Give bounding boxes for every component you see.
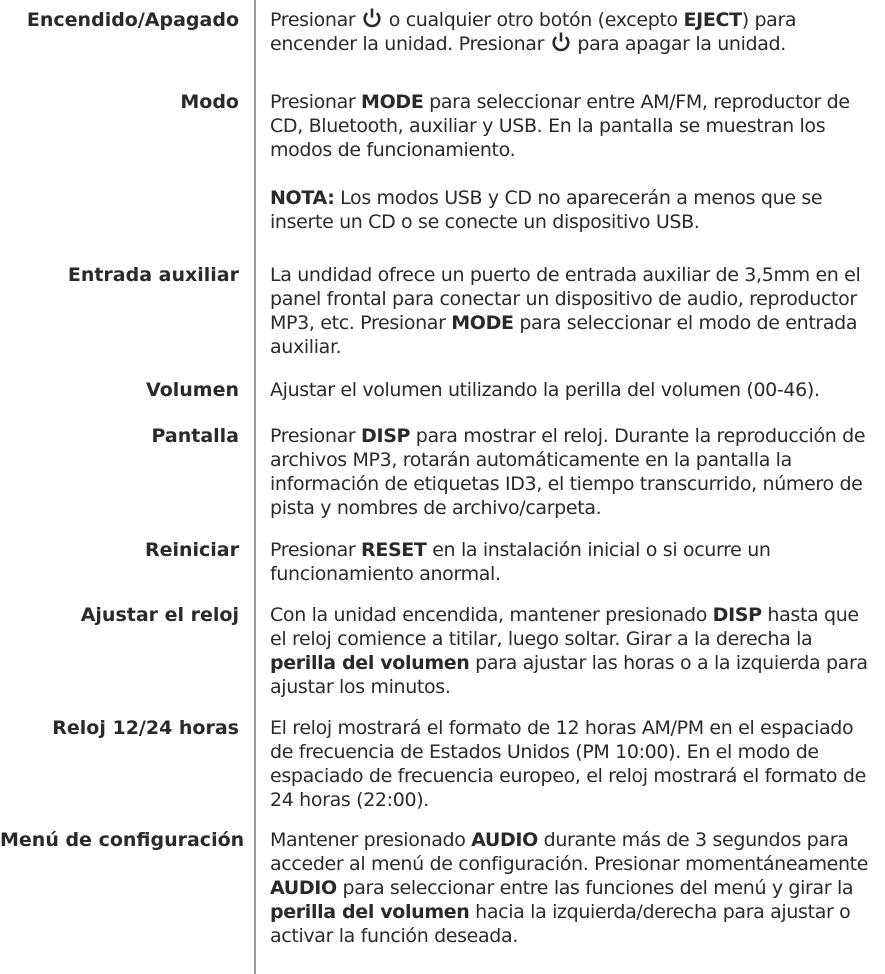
row-label: Encendido/Apagado — [26, 9, 239, 31]
row-description: El reloj mostrará el formato de 12 horas AM/PM en el espaciado de frecuencia de Estados Unidos (PM 10:00). En el modo de espaciado de frecuencia europeo, el reloj mostrará el formato de 24 horas (22:00). — [270, 717, 866, 811]
row-label: Volumen — [146, 379, 239, 401]
row-description: Con la unidad encendida, mantener presionado DISP hasta que el reloj comience a titilar, luego soltar. Girar a la derecha la perilla del volumen para ajustar las horas o a la izquierda para ajustar los minutos. — [270, 604, 868, 698]
column-divider — [254, 0, 256, 974]
row-description: Ajustar el volumen utilizando la perilla del volumen (00-46). — [270, 379, 820, 401]
power-icon — [550, 32, 572, 52]
row-description: Presionar o cualquier otro botón (excepto EJECT) para encender la unidad. Presionar para apagar la unidad. — [270, 9, 797, 55]
power-icon — [361, 8, 383, 28]
row-description: La undidad ofrece un puerto de entrada auxiliar de 3,5mm en el panel frontal para conectar un dispositivo de audio, reproductor MP3, etc. Presionar MODE para seleccionar el modo de entrada auxiliar. — [270, 264, 861, 358]
note-paragraph: NOTA: Los modos USB y CD no aparecerán a menos que se inserte un CD o se conecte un dispositivo USB. — [270, 187, 823, 233]
row-description: Presionar RESET en la instalación inicial o si ocurre un funcionamiento anormal. — [270, 539, 771, 585]
row-description: Presionar MODE para seleccionar entre AM/FM, reproductor de CD, Bluetooth, auxiliar y USB. En la pantalla se muestran los modos de funcionamiento. NOTA: Los modos USB y CD no aparecerán a menos que se inserte un CD o se conecte un dispositivo USB. — [270, 90, 870, 234]
row-label: Modo — [180, 91, 239, 113]
row-description: Mantener presionado AUDIO durante más de 3 segundos para acceder al menú de configuración. Presionar momentáneamente AUDIO para seleccionar entre las funciones del menú y girar la perilla del volumen hacia la izquierda/derecha para ajustar o activar la función deseada. — [270, 829, 869, 947]
row-label: Entrada auxiliar — [67, 264, 239, 286]
row-label: Reiniciar — [144, 539, 239, 561]
row-label: Pantalla — [151, 425, 239, 447]
row-label: Ajustar el reloj — [80, 604, 239, 626]
row-label: Reloj 12/24 horas — [52, 717, 239, 739]
row-label: Menú de configuración — [0, 829, 245, 851]
row-description: Presionar DISP para mostrar el reloj. Durante la reproducción de archivos MP3, rotarán automáticamente en la pantalla la información de etiquetas ID3, el tiempo transcurrido, número de pista y nombres de archivo/carpeta. — [270, 425, 866, 519]
